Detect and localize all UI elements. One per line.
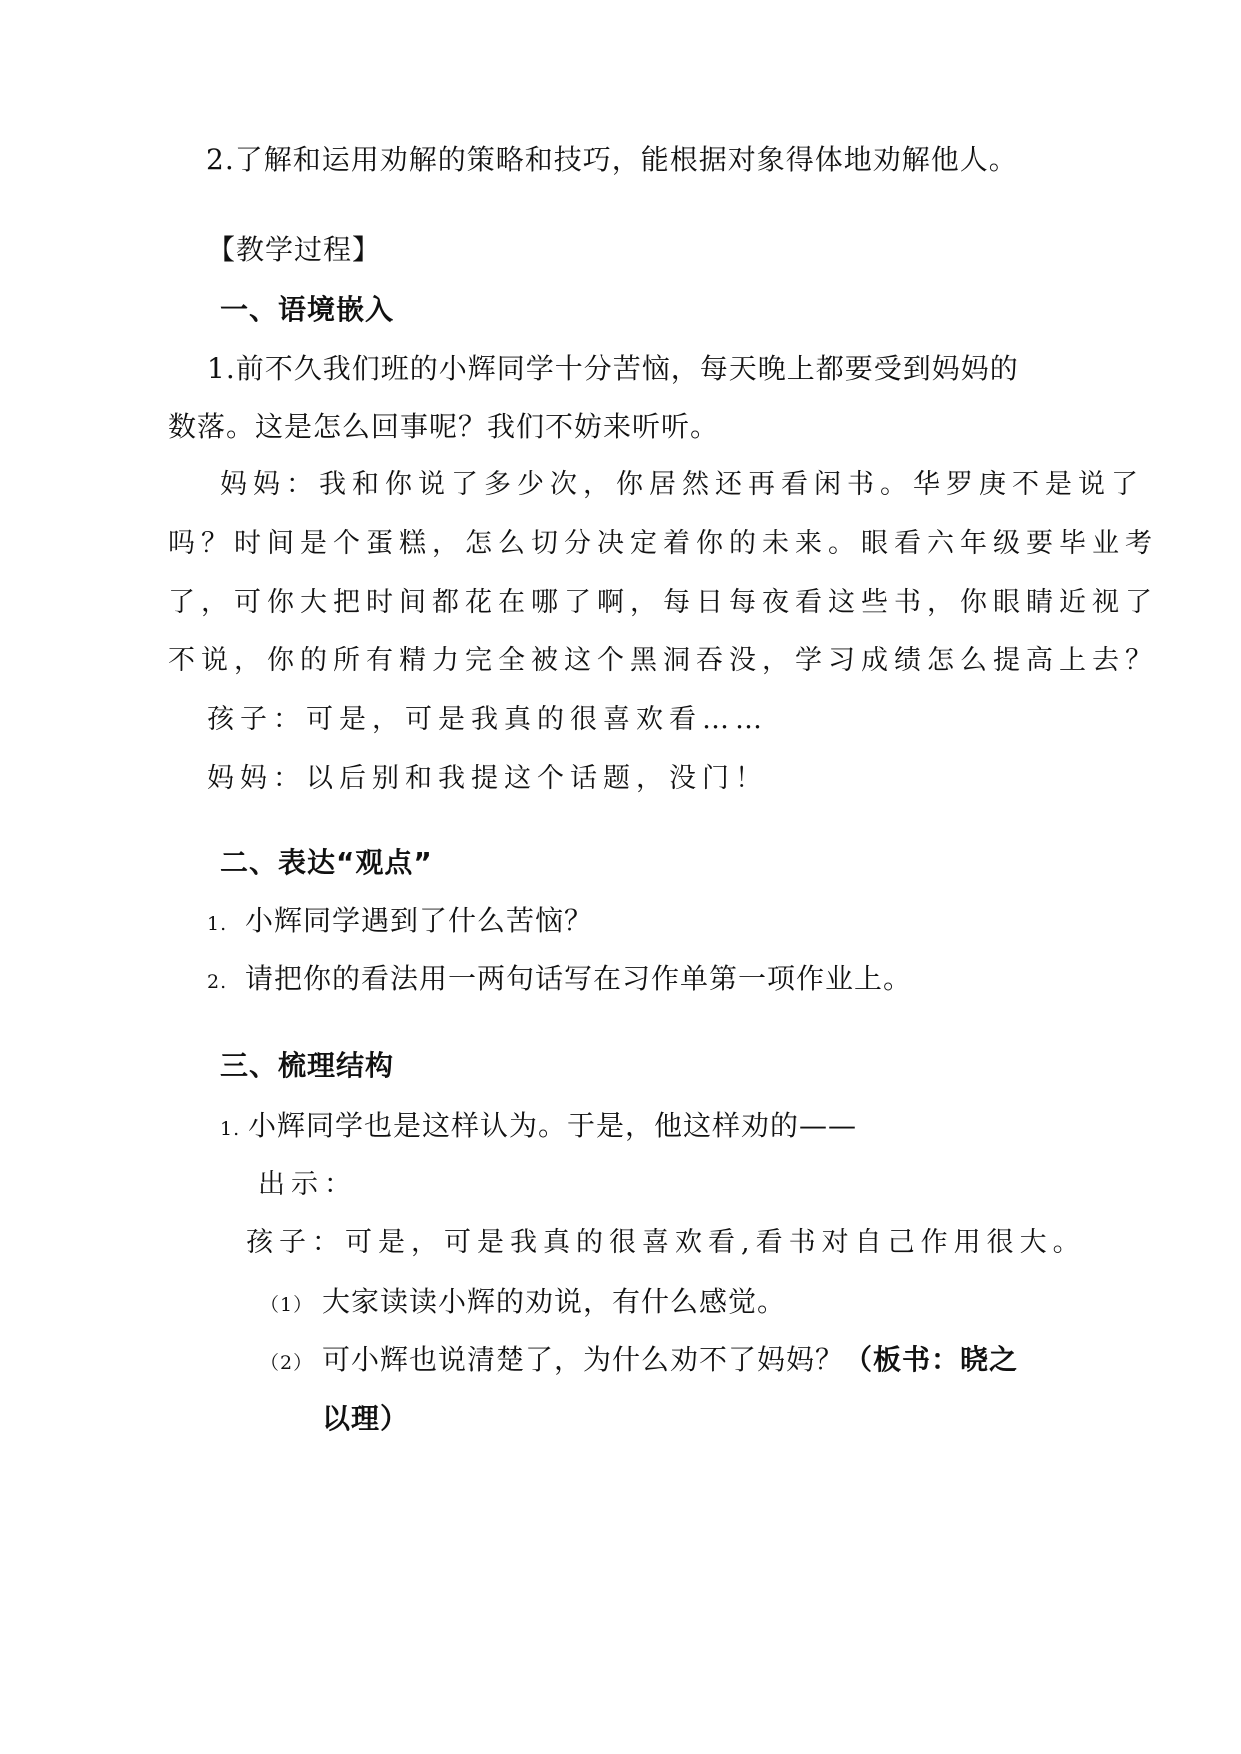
section-3-title: 三、梳理结构 [220, 1049, 395, 1082]
sub-list-item-text: 大家读读小辉的劝说，有什么感觉。 [322, 1285, 787, 1318]
list-item [207, 961, 912, 1000]
board-note-continuation: 以理） [322, 1402, 410, 1435]
sub-list-item-number: （1） [260, 1294, 314, 1316]
list-item-number: 2. [207, 971, 228, 993]
section-1-title: 一、语境嵌入 [220, 293, 395, 326]
section-1-paragraph-line-1: 1.前不久我们班的小辉同学十分苦恼，每天晚上都要受到妈妈的 [207, 352, 1019, 385]
sub-list-item-number: （2） [260, 1352, 314, 1374]
dialog-line: 孩子：可是，可是我真的很喜欢看…… [207, 704, 768, 735]
list-item [207, 903, 593, 942]
sub-list-item [260, 1342, 1018, 1381]
show-label: 出示： [258, 1169, 357, 1200]
section-2-title: 二、表达“观点” [220, 846, 433, 879]
child-line: 孩子：可是，可是我真的很喜欢看,看书对自己作用很大。 [246, 1227, 1086, 1258]
dialog-line: 了，可你大把时间都花在哪了啊，每日每夜看这些书，你眼睛近视了 [168, 587, 1158, 618]
list-item-text: 请把你的看法用一两句话写在习作单第一项作业上。 [245, 962, 913, 995]
section-1-paragraph-line-2: 数落。这是怎么回事呢？我们不妨来听听。 [168, 410, 720, 443]
list-item-text: 小辉同学遇到了什么苦恼？ [245, 904, 594, 937]
dialog-line: 妈妈：以后别和我提这个话题，没门！ [207, 763, 768, 794]
sub-list-item-text: 可小辉也说清楚了，为什么劝不了妈妈？ [322, 1343, 845, 1376]
dialog-line: 不说，你的所有精力完全被这个黑洞吞没，学习成绩怎么提高上去？ [168, 645, 1158, 676]
list-item-number: 1. [220, 1118, 241, 1140]
sub-list-item [260, 1284, 786, 1323]
list-item-text: 小辉同学也是这样认为。于是，他这样劝的—— [248, 1109, 858, 1142]
dialog-line: 吗？时间是个蛋糕，怎么切分决定着你的未来。眼看六年级要毕业考 [168, 528, 1158, 559]
board-note: （板书：晓之 [844, 1343, 1019, 1376]
dialog-line: 妈妈：我和你说了多少次，你居然还再看闲书。华罗庚不是说了 [220, 469, 1144, 500]
list-item-number: 1. [207, 913, 228, 935]
goal-2: 2.了解和运用劝解的策略和技巧，能根据对象得体地劝解他人。 [206, 143, 1018, 176]
list-item [220, 1108, 857, 1147]
process-heading: 【教学过程】 [207, 233, 382, 266]
